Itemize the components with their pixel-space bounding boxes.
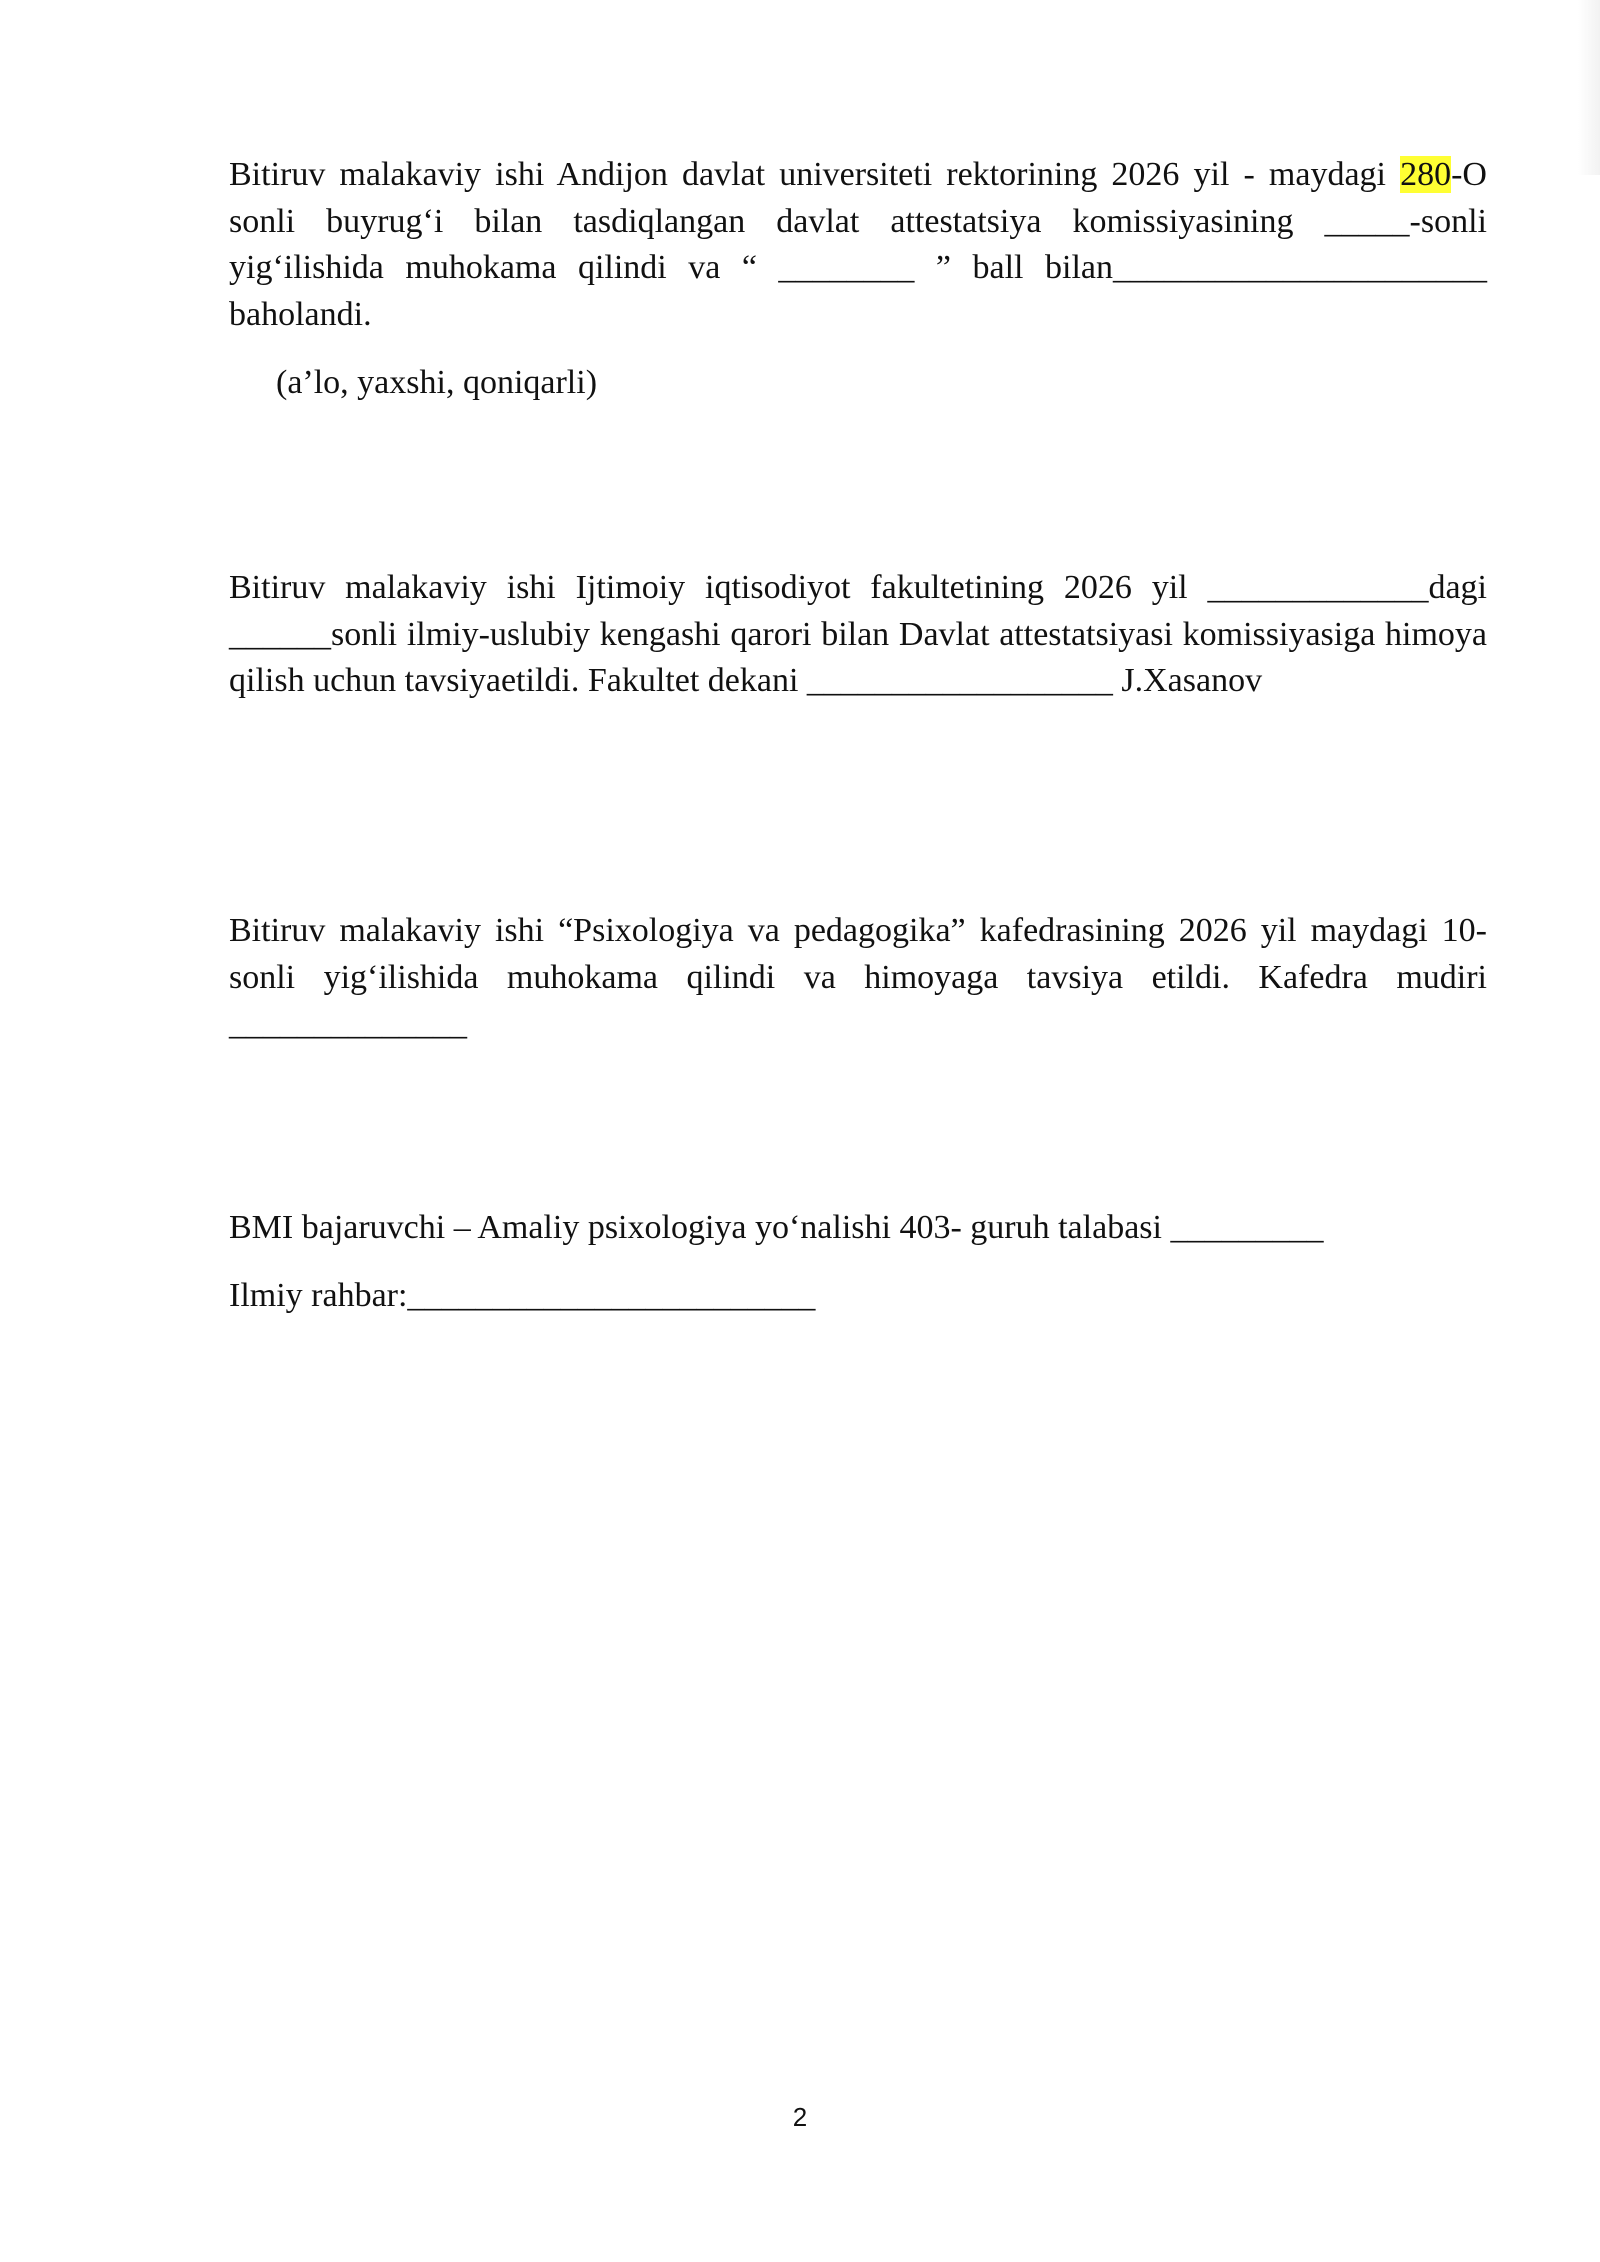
supervisor-signature-line: Ilmiy rahbar:________________________ — [229, 1277, 816, 1314]
page-number: 2 — [792, 2102, 808, 2132]
commission-paragraph — [229, 152, 1496, 338]
page-edge-shadow — [1578, 0, 1600, 175]
highlighted-order-number: 280 — [1400, 156, 1452, 193]
executor-signature-line: BMI bajaruvchi – Amaliy psixologiya yo‘nalishi 403- guruh talabasi _________ — [229, 1209, 1324, 1246]
grade-options-note: (a’lo, yaxshi, qoniqarli) — [276, 364, 598, 401]
commission-text-after: -O sonli buyrug‘i bilan tasdiqlangan davlat attestatsiya komissiyasining _____-sonli yig‘ilishida muhokama qilindi va “ ________ ” ball bilan______________________ baholandi. — [229, 156, 1496, 333]
faculty-recommendation-paragraph: Bitiruv malakaviy ishi Ijtimoiy iqtisodiyot fakultetining 2026 yil _____________dagi ______sonli ilmiy-uslubiy kengashi qarori bilan Davlat attestatsiyasi komissiyasiga himoya qilish uchun tavsiyaetildi. Fakultet dekani __________________ J.Xasanov — [229, 569, 1487, 699]
commission-text-before: Bitiruv malakaviy ishi Andijon davlat universiteti rektorining 2026 yil - maydagi — [229, 156, 1401, 193]
department-discussion-paragraph: Bitiruv malakaviy ishi “Psixologiya va pedagogika” kafedrasining 2026 yil maydagi 10-sonli yig‘ilishida muhokama qilindi va himoyaga tavsiya etildi. Kafedra mudiri ______________ — [229, 912, 1487, 1042]
